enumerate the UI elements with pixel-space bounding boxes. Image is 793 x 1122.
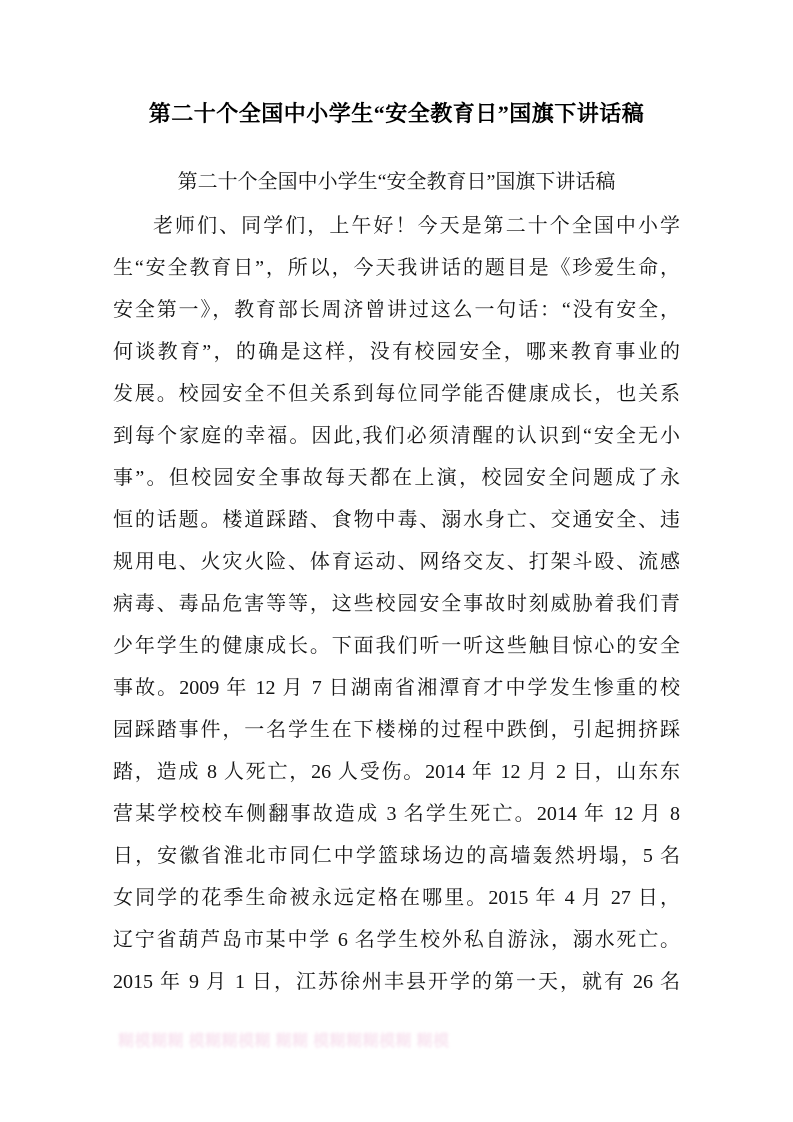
body-line: 规用电、火灾火险、体育运动、网络交友、打架斗殴、流感 (113, 551, 680, 573)
body-line: 何谈教育”，的确是这样，没有校园安全，哪来教育事业的 (113, 341, 680, 363)
body-line: 辽宁省葫芦岛市某中学 6 名学生校外私自游泳，溺水死亡。 (113, 929, 680, 951)
body-line: 女同学的花季生命被永远定格在哪里。2015 年 4 月 27 日， (113, 887, 680, 909)
body-line: 事”。但校园安全事故每天都在上演，校园安全问题成了永 (113, 467, 680, 489)
body-line: 园踩踏事件，一名学生在下楼梯的过程中跌倒，引起拥挤踩 (113, 719, 680, 741)
document-body (113, 205, 680, 1003)
body-line: 生“安全教育日”，所以，今天我讲话的题目是《珍爱生命， (113, 257, 680, 279)
watermark-text: 糊模糊糊 模糊糊模糊 糊糊 模糊糊糊模糊 糊模 (118, 1033, 450, 1050)
body-line: 少年学生的健康成长。下面我们听一听这些触目惊心的安全 (113, 635, 680, 657)
body-line: 2015 年 9 月 1 日，江苏徐州丰县开学的第一天，就有 26 名 (113, 971, 680, 993)
body-line: 事故。2009 年 12 月 7 日湖南省湘潭育才中学发生惨重的校 (113, 677, 680, 699)
body-line: 老师们、同学们，上午好！今天是第二十个全国中小学 (153, 215, 680, 237)
body-line: 到每个家庭的幸福。因此,我们必须清醒的认识到“安全无小 (113, 425, 680, 447)
body-line: 日，安徽省淮北市同仁中学篮球场边的高墙轰然坍塌，5 名 (113, 845, 680, 867)
page-subtitle: 第二十个全国中小学生“安全教育日”国旗下讲话稿 (177, 171, 616, 193)
body-line: 踏，造成 8 人死亡，26 人受伤。2014 年 12 月 2 日，山东东 (113, 761, 680, 783)
body-line: 病毒、毒品危害等等，这些校园安全事故时刻威胁着我们青 (113, 593, 680, 615)
page-title: 第二十个全国中小学生“安全教育日”国旗下讲话稿 (148, 101, 645, 126)
body-line: 发展。校园安全不但关系到每位同学能否健康成长，也关系 (113, 383, 680, 405)
body-line: 营某学校校车侧翻事故造成 3 名学生死亡。2014 年 12 月 8 (113, 803, 680, 825)
body-line: 安全第一》，教育部长周济曾讲过这么一句话：“没有安全， (113, 299, 680, 321)
body-line: 恒的话题。楼道踩踏、食物中毒、溺水身亡、交通安全、违 (113, 509, 680, 531)
